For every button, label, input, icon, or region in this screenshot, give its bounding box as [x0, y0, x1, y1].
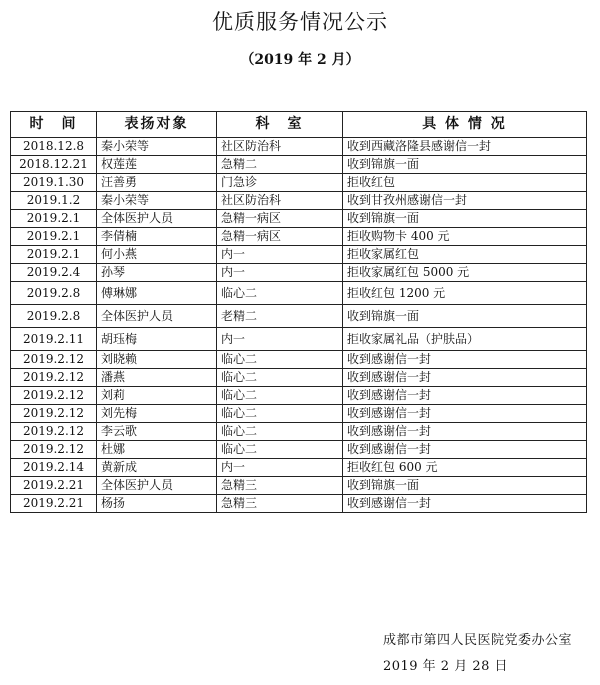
- cell-person: 杜娜: [97, 441, 217, 459]
- table-row: [11, 282, 587, 305]
- cell-department: 急精二: [217, 156, 343, 174]
- cell-person: 孙琴: [97, 264, 217, 282]
- cell-department: 社区防治科: [217, 192, 343, 210]
- table-row: [11, 138, 587, 156]
- cell-person: 全体医护人员: [97, 210, 217, 228]
- cell-person: 李云歌: [97, 423, 217, 441]
- table-row: [11, 264, 587, 282]
- cell-details: 收到感谢信一封: [343, 423, 587, 441]
- cell-department: 内一: [217, 328, 343, 351]
- cell-details: 拒收家属红包: [343, 246, 587, 264]
- table-row: [11, 192, 587, 210]
- cell-department: 内一: [217, 246, 343, 264]
- table-row: [11, 405, 587, 423]
- cell-person: 全体医护人员: [97, 477, 217, 495]
- cell-details: 拒收红包 600 元: [343, 459, 587, 477]
- cell-person: 汪善勇: [97, 174, 217, 192]
- cell-department: 急精一病区: [217, 228, 343, 246]
- header-details: 具 体 情 况: [343, 112, 587, 138]
- cell-details: 拒收红包: [343, 174, 587, 192]
- cell-date: 2018.12.21: [11, 156, 97, 174]
- cell-date: 2019.2.12: [11, 351, 97, 369]
- cell-details: 收到锦旗一面: [343, 210, 587, 228]
- cell-details: 收到锦旗一面: [343, 156, 587, 174]
- cell-details: 拒收家属红包 5000 元: [343, 264, 587, 282]
- cell-date: 2019.2.11: [11, 328, 97, 351]
- cell-person: 全体医护人员: [97, 305, 217, 328]
- table-row: [11, 351, 587, 369]
- cell-department: 临心二: [217, 387, 343, 405]
- cell-department: 临心二: [217, 423, 343, 441]
- cell-date: 2019.2.1: [11, 210, 97, 228]
- cell-department: 急精一病区: [217, 210, 343, 228]
- page-title: 优质服务情况公示: [212, 10, 388, 34]
- cell-details: 收到感谢信一封: [343, 369, 587, 387]
- cell-department: 社区防治科: [217, 138, 343, 156]
- cell-details: 收到感谢信一封: [343, 387, 587, 405]
- table-row: [11, 156, 587, 174]
- cell-date: 2019.2.4: [11, 264, 97, 282]
- header-person: 表扬对象: [97, 112, 217, 138]
- cell-date: 2019.2.21: [11, 477, 97, 495]
- cell-department: 临心二: [217, 369, 343, 387]
- footer-organization: 成都市第四人民医院党委办公室: [382, 633, 572, 648]
- header-time: 时 间: [11, 112, 97, 138]
- cell-details: 拒收红包 1200 元: [343, 282, 587, 305]
- cell-department: 临心二: [217, 441, 343, 459]
- cell-details: 收到西藏洛隆县感谢信一封: [343, 138, 587, 156]
- table-row: [11, 305, 587, 328]
- cell-department: 内一: [217, 264, 343, 282]
- table-body: [11, 138, 587, 513]
- cell-date: 2019.2.12: [11, 423, 97, 441]
- cell-details: 拒收家属礼品（护肤品）: [343, 328, 587, 351]
- table-row: [11, 328, 587, 351]
- cell-date: 2018.12.8: [11, 138, 97, 156]
- cell-details: 收到感谢信一封: [343, 441, 587, 459]
- table-row: [11, 246, 587, 264]
- cell-details: 收到甘孜州感谢信一封: [343, 192, 587, 210]
- cell-date: 2019.1.30: [11, 174, 97, 192]
- cell-department: 临心二: [217, 282, 343, 305]
- cell-date: 2019.2.8: [11, 305, 97, 328]
- header-department: 科 室: [217, 112, 343, 138]
- cell-person: 刘先梅: [97, 405, 217, 423]
- table-row: [11, 495, 587, 513]
- cell-department: 内一: [217, 459, 343, 477]
- page-subtitle: （2019 年 2 月）: [240, 52, 360, 68]
- cell-department: 门急诊: [217, 174, 343, 192]
- table-header: [11, 112, 587, 138]
- cell-date: 2019.2.21: [11, 495, 97, 513]
- cell-date: 2019.2.12: [11, 405, 97, 423]
- cell-date: 2019.2.8: [11, 282, 97, 305]
- cell-person: 黄新成: [97, 459, 217, 477]
- table-row: [11, 387, 587, 405]
- table-row: [11, 477, 587, 495]
- cell-date: 2019.2.12: [11, 369, 97, 387]
- footer-date: 2019 年 2 月 28 日: [382, 659, 508, 674]
- cell-person: 杨扬: [97, 495, 217, 513]
- cell-date: 2019.2.1: [11, 228, 97, 246]
- table-row: [11, 459, 587, 477]
- cell-person: 胡珏梅: [97, 328, 217, 351]
- cell-person: 刘莉: [97, 387, 217, 405]
- cell-person: 潘燕: [97, 369, 217, 387]
- table-row: [11, 369, 587, 387]
- cell-details: 拒收购物卡 400 元: [343, 228, 587, 246]
- cell-person: 傅琳娜: [97, 282, 217, 305]
- cell-person: 何小燕: [97, 246, 217, 264]
- cell-department: 老精二: [217, 305, 343, 328]
- cell-person: 权莲莲: [97, 156, 217, 174]
- cell-person: 秦小荣等: [97, 138, 217, 156]
- table-header-row: [11, 112, 587, 138]
- table-row: [11, 228, 587, 246]
- cell-date: 2019.1.2: [11, 192, 97, 210]
- cell-details: 收到锦旗一面: [343, 305, 587, 328]
- cell-date: 2019.2.12: [11, 387, 97, 405]
- table-row: [11, 441, 587, 459]
- cell-department: 急精三: [217, 495, 343, 513]
- cell-department: 临心二: [217, 351, 343, 369]
- cell-person: 秦小荣等: [97, 192, 217, 210]
- cell-department: 临心二: [217, 405, 343, 423]
- table-row: [11, 423, 587, 441]
- cell-date: 2019.2.14: [11, 459, 97, 477]
- cell-date: 2019.2.1: [11, 246, 97, 264]
- cell-details: 收到锦旗一面: [343, 477, 587, 495]
- cell-details: 收到感谢信一封: [343, 495, 587, 513]
- cell-details: 收到感谢信一封: [343, 351, 587, 369]
- table-row: [11, 174, 587, 192]
- table-row: [11, 210, 587, 228]
- commendation-table: [10, 111, 587, 513]
- cell-person: 刘晓赖: [97, 351, 217, 369]
- cell-details: 收到感谢信一封: [343, 405, 587, 423]
- cell-department: 急精三: [217, 477, 343, 495]
- cell-date: 2019.2.12: [11, 441, 97, 459]
- cell-person: 李倩楠: [97, 228, 217, 246]
